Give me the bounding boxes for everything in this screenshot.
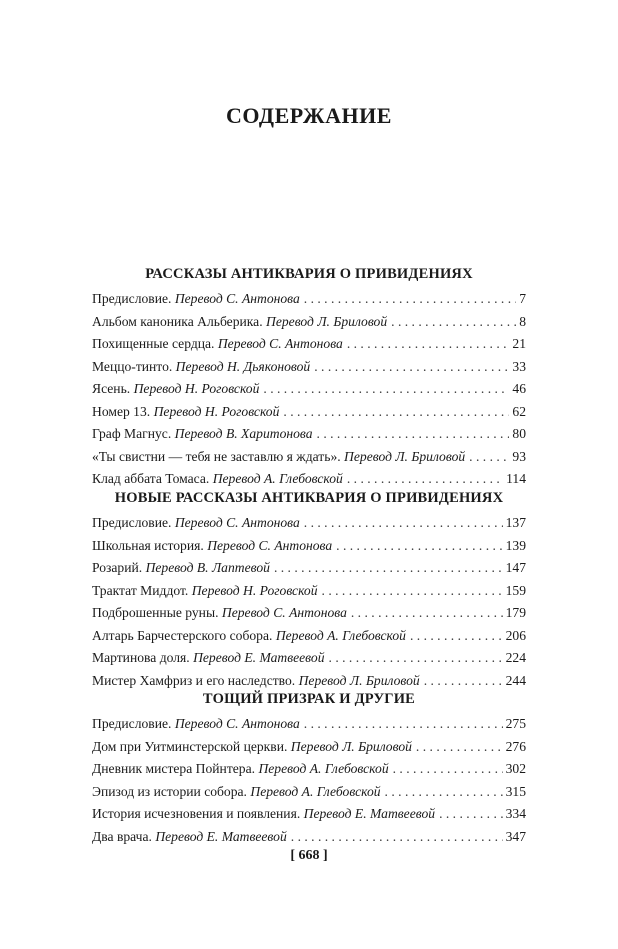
dot-leader [314,356,509,379]
entry-title: Трактат Миддот. [92,582,189,598]
toc-entry [92,758,526,781]
entry-page-number: 315 [505,783,526,799]
entry-translator: Перевод Н. Роговской [153,403,280,419]
entry-title: Предисловие. [92,291,172,306]
section-entries [92,512,526,692]
entry-page-number: 139 [505,537,526,553]
dot-leader [291,826,503,849]
entry-page-number: 137 [505,515,526,530]
toc-entry [92,781,526,804]
dot-leader [391,311,516,334]
entry-translator: Перевод А. Глебовской [275,627,406,643]
entry-text [92,826,287,849]
toc-entry [92,333,526,356]
entry-text [92,736,412,759]
dot-leader [410,625,503,648]
entry-title: Дом при Уитминстерской церкви. [92,738,288,754]
entry-text [92,535,332,558]
entry-translator: Перевод В. Харитонова [174,426,313,441]
entry-translator: Перевод Л. Бриловой [266,313,388,329]
entry-title: Мартинова доля. [92,650,190,665]
entry-text [92,512,300,535]
entry-text [92,580,318,603]
entry-translator: Перевод С. Антонова [174,291,300,306]
entry-page-number: 206 [505,627,526,643]
entry-page-number: 179 [505,605,526,620]
entry-text [92,446,465,469]
entry-translator: Перевод Н. Роговской [191,582,318,598]
toc-entry [92,288,526,311]
entry-text [92,288,300,311]
entry-text [92,758,389,781]
entry-translator: Перевод Е. Матвеевой [155,828,287,844]
entry-translator: Перевод Е. Матвеевой [193,650,325,665]
section-entries [92,713,526,848]
entry-title: История исчезновения и появления. [92,806,301,821]
entry-translator: Перевод Л. Бриловой [344,448,466,464]
toc-section [92,488,526,692]
entry-page-number: 244 [505,672,526,688]
entry-page-number: 302 [505,761,526,776]
toc-section [92,689,526,848]
toc-entry [92,713,526,736]
entry-page-number: 46 [512,381,526,396]
dot-leader [393,758,503,781]
section-heading: ТОЩИЙ ПРИЗРАК И ДРУГИЕ [202,691,416,707]
entry-page-number: 21 [512,336,526,351]
entry-title: Эпизод из истории собора. [92,783,247,799]
dot-leader [322,580,503,603]
entry-text [92,401,279,424]
entry-page-number: 224 [505,650,526,665]
entry-title: Два врача. [92,828,152,844]
entry-page-number: 114 [506,471,526,486]
toc-entry [92,826,526,849]
dot-leader [283,401,509,424]
entry-translator: Перевод А. Глебовской [258,761,389,776]
entry-page-number: 347 [505,828,526,844]
entry-translator: Перевод В. Лаптевой [145,560,270,575]
entry-page-number: 159 [505,582,526,598]
entry-text [92,647,325,670]
entry-title: Ясень. [92,381,131,396]
entry-translator: Перевод С. Антонова [207,537,333,553]
toc-entry [92,378,526,401]
dot-leader [469,446,509,469]
dot-leader [439,803,503,826]
toc-entry [92,446,526,469]
entry-title: Предисловие. [92,515,172,530]
entry-page-number: 33 [512,358,526,374]
entry-page-number: 275 [505,716,526,731]
dot-leader [304,713,503,736]
entry-text [92,333,343,356]
entry-text [92,378,259,401]
entry-page-number: 276 [505,738,526,754]
dot-leader [336,535,502,558]
entry-translator: Перевод Е. Матвеевой [303,806,436,821]
entry-text [92,311,387,334]
entry-translator: Перевод А. Глебовской [250,783,381,799]
dot-leader [263,378,509,401]
toc-entry [92,512,526,535]
toc-entry [92,736,526,759]
entry-title: Алтарь Барчестерского собора. [92,627,273,643]
toc-entry [92,647,526,670]
entry-title: Предисловие. [92,716,172,731]
dot-leader [347,333,510,356]
toc-entry [92,423,526,446]
entry-title: Альбом каноника Альберика. [92,313,263,329]
entry-title: Школьная история. [92,537,204,553]
entry-translator: Перевод С. Антонова [221,605,347,620]
entry-title: Розарий. [92,560,143,575]
entry-text [92,781,381,804]
dot-leader [416,736,503,759]
entry-translator: Перевод Л. Бриловой [290,738,412,754]
dot-leader [317,423,510,446]
entry-title: Дневник мистера Пойнтера. [92,761,256,776]
entry-text [92,713,300,736]
toc-entry [92,803,526,826]
entry-text [92,625,406,648]
entry-title: «Ты свистни — тебя не заставлю я ждать». [92,448,341,464]
toc-entry [92,311,526,334]
entry-translator: Перевод С. Антонова [217,336,343,351]
entry-page-number: 93 [512,448,526,464]
dot-leader [274,557,503,580]
section-heading: РАССКАЗЫ АНТИКВАРИЯ О ПРИВИДЕНИЯХ [145,266,473,282]
dot-leader [329,647,503,670]
entry-text [92,356,310,379]
entry-page-number: 62 [512,403,526,419]
section-entries [92,288,526,491]
entry-translator: Перевод А. Глебовской [212,471,343,486]
entry-page-number: 147 [505,560,526,575]
section-heading: НОВЫЕ РАССКАЗЫ АНТИКВАРИЯ О ПРИВИДЕНИЯХ [114,490,504,506]
entry-title: Номер 13. [92,403,151,419]
entry-page-number: 8 [519,313,526,329]
entry-page-number: 80 [512,426,526,441]
dot-leader [351,602,503,625]
entry-page-number: 334 [505,806,526,821]
entry-text [92,803,435,826]
entry-text [92,557,270,580]
toc-entry [92,602,526,625]
entry-page-number: 7 [519,291,526,306]
entry-translator: Перевод С. Антонова [174,515,300,530]
toc-section [92,264,526,491]
entry-translator: Перевод Л. Бриловой [298,672,420,688]
dot-leader [304,512,503,535]
toc-entry [92,356,526,379]
page-title: СОДЕРЖАНИЕ [226,103,392,128]
toc-entry [92,625,526,648]
entry-translator: Перевод Н. Роговской [133,381,260,396]
entry-title: Меццо-тинто. [92,358,173,374]
dot-leader [385,781,503,804]
toc-entry [92,557,526,580]
dot-leader [304,288,516,311]
entry-title: Похищенные сердца. [92,336,215,351]
entry-title: Мистер Хамфриз и его наследство. [92,672,296,688]
page-number: [ 668 ] [290,848,328,863]
toc-entry [92,535,526,558]
entry-text [92,602,347,625]
toc-entry [92,580,526,603]
entry-translator: Перевод С. Антонова [174,716,300,731]
entry-translator: Перевод Н. Дьяконовой [175,358,311,374]
entry-text [92,423,313,446]
toc-entry [92,401,526,424]
entry-title: Граф Магнус. [92,426,172,441]
entry-title: Клад аббата Томаса. [92,471,210,486]
entry-title: Подброшенные руны. [92,605,219,620]
